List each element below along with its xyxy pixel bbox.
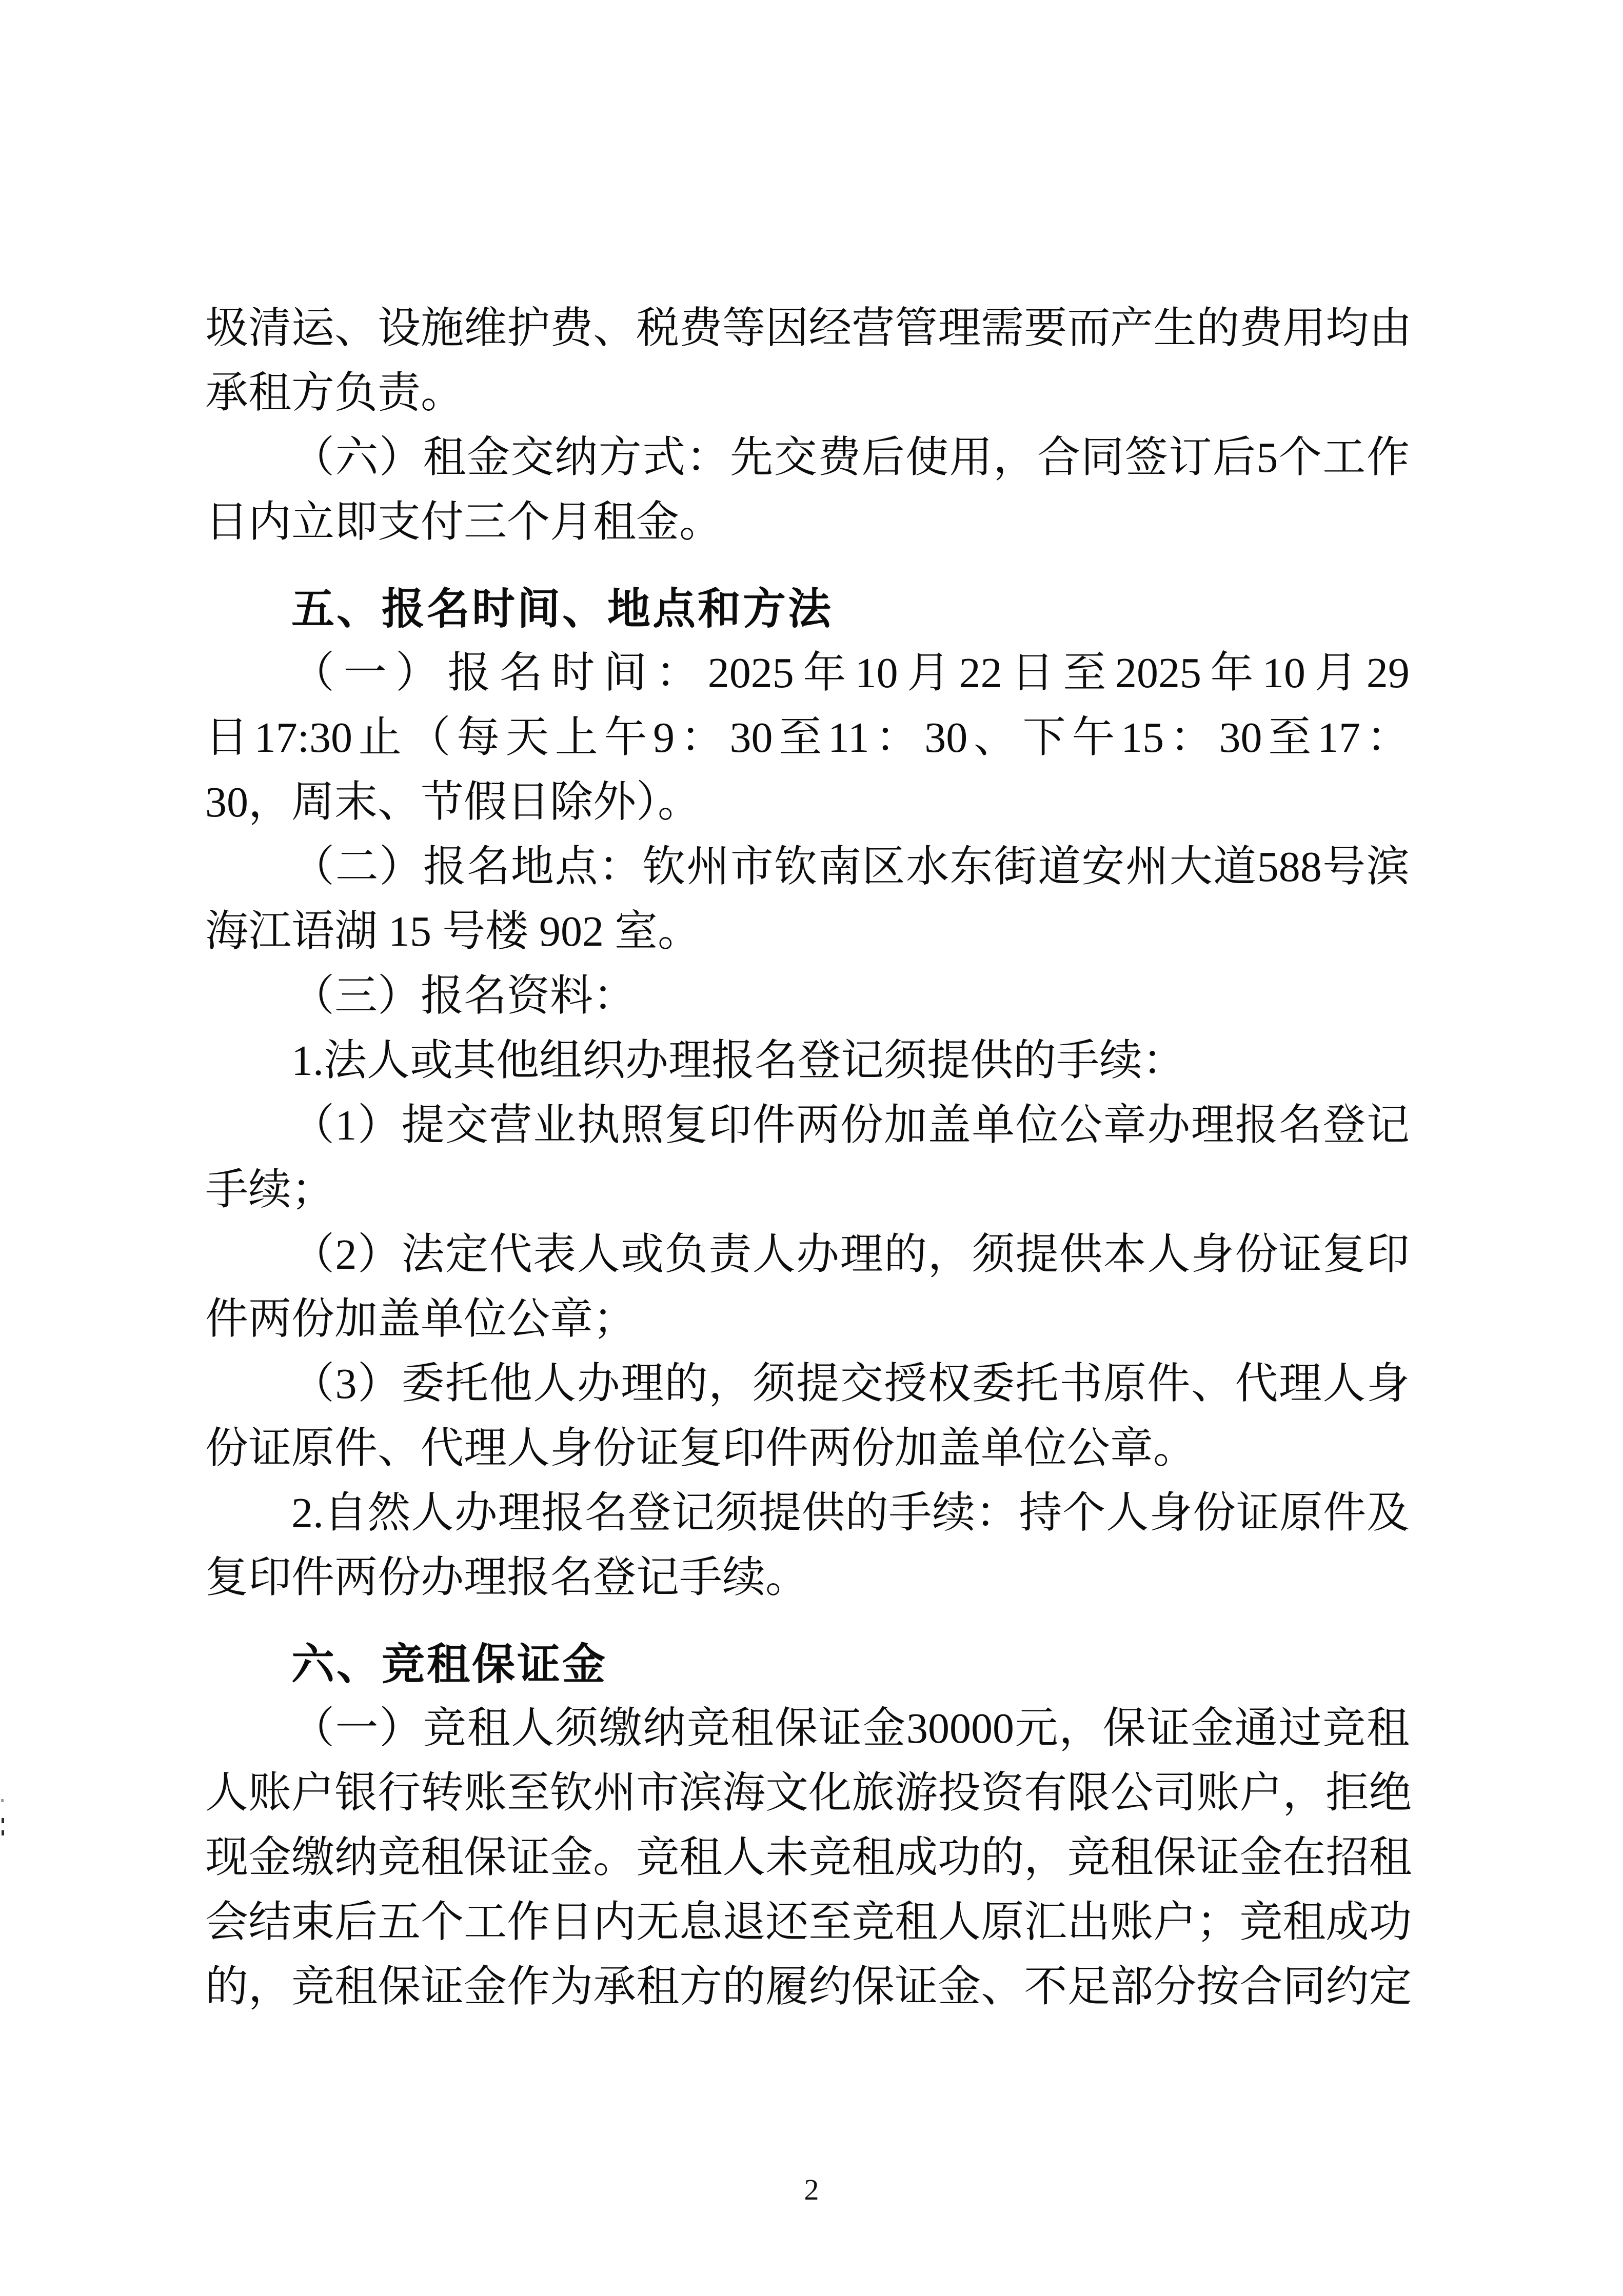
text-line: （三）报名资料： (291, 972, 637, 1020)
text-line: 现 金 缴 纳 竞 租 保 证 金 。 竞 租 人 未 竞 租 成 功 的 ， 竞 租 保 证 金 在 招 租 (205, 1834, 1412, 1882)
scan-speck-icon (2, 1830, 4, 1835)
text-line: （ 二 ） 报 名 地 点 ： 钦 州 市 钦 南 区 水 东 街 道 安 州 大 道 588 号 滨 (291, 843, 1410, 891)
text-line: 圾 清 运 、 设 施 维 护 费 、 税 费 等 因 经 营 管 理 需 要 而 产 生 的 费 用 均 由 (205, 305, 1412, 352)
text-line: （ 一 ） 报 名 时 间 ： 2025 年 10 月 22 日 至 2025 年 10 月 29 (291, 649, 1410, 697)
text-line: 复印件两份办理报名登记手续。 (205, 1554, 809, 1602)
text-line: （ 1 ） 提 交 营 业 执 照 复 印 件 两 份 加 盖 单 位 公 章 办 理 报 名 登 记 (291, 1102, 1410, 1149)
text-line: 份证原件、代理人身份证复印件两份加盖单位公章。 (205, 1425, 1197, 1472)
document-body (205, 296, 1410, 2020)
text-line: 人 账 户 银 行 转 账 至 钦 州 市 滨 海 文 化 旅 游 投 资 有 限 公 司 账 户 ， 拒 绝 (205, 1769, 1412, 1817)
section-heading: 五、报名时间、地点和方法 (291, 585, 834, 633)
text-line: 2. 自 然 人 办 理 报 名 登 记 须 提 供 的 手 续 ： 持 个 人 身 份 证 原 件 及 (291, 1489, 1410, 1537)
scan-speck-icon (1, 1799, 4, 1802)
text-line: 会 结 束 后 五 个 工 作 日 内 无 息 退 还 至 竞 租 人 原 汇 出 账 户 ； 竞 租 成 功 (205, 1899, 1412, 1946)
text-line: （ 3 ） 委 托 他 人 办 理 的 ， 须 提 交 授 权 委 托 书 原 件 、 代 理 人 身 (291, 1360, 1410, 1408)
text-line: 日内立即支付三个月租金。 (205, 498, 723, 546)
text-line: 承租方负责。 (205, 369, 464, 417)
text-line: 件两份加盖单位公章； (205, 1295, 637, 1343)
text-line: （ 六 ） 租 金 交 纳 方 式 ： 先 交 费 后 使 用 ， 合 同 签 订 后 5 个 工 作 (291, 434, 1410, 482)
text-line: 的 ， 竞 租 保 证 金 作 为 承 租 方 的 履 约 保 证 金 、 不 足 部 分 按 合 同 约 定 (205, 1963, 1412, 2011)
text-line: 日 17:30 止 （ 每 天 上 午 9 ： 30 至 11 ： 30 、 下 午 15 ： 30 至 17 ： (205, 714, 1410, 762)
text-line: （ 2 ） 法 定 代 表 人 或 负 责 人 办 理 的 ， 须 提 供 本 人 身 份 证 复 印 (291, 1231, 1410, 1279)
section-heading: 六、竞租保证金 (291, 1640, 608, 1688)
page-number: 2 (804, 2173, 819, 2206)
text-line: 手续； (205, 1166, 335, 1214)
text-line: 1.法人或其他组织办理报名登记须提供的手续： (291, 1037, 1186, 1085)
text-line: 30，周末、节假日除外）。 (205, 778, 701, 826)
scan-speck-icon (2, 1818, 4, 1823)
text-line: 海江语湖 15 号楼 902 室。 (205, 908, 701, 955)
text-line: （ 一 ） 竞 租 人 须 缴 纳 竞 租 保 证 金 30000 元 ， 保 证 金 通 过 竞 租 (291, 1705, 1410, 1752)
